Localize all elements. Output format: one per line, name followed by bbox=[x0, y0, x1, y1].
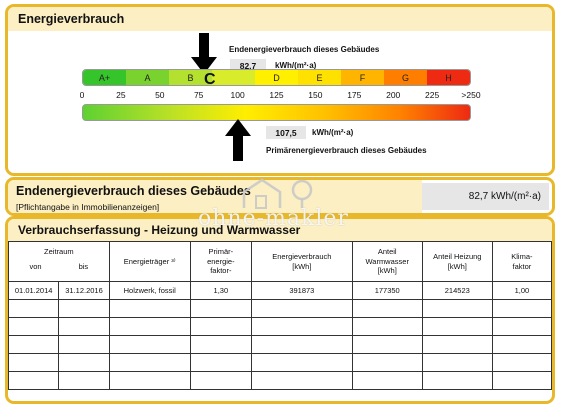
header-heizung: Anteil Heizung [kWh] bbox=[422, 242, 492, 282]
header-klima: Klima- faktor bbox=[492, 242, 551, 282]
scale-tick: >250 bbox=[461, 90, 481, 100]
table-cell bbox=[59, 372, 109, 390]
table-cell bbox=[251, 300, 352, 318]
table-cell bbox=[59, 354, 109, 372]
arrow-up-icon bbox=[225, 119, 251, 161]
table-cell bbox=[352, 300, 422, 318]
energy-title: Energieverbrauch bbox=[8, 7, 552, 31]
table-cell: 177350 bbox=[352, 282, 422, 300]
table-cell bbox=[59, 318, 109, 336]
scale-tick: 175 bbox=[347, 90, 362, 100]
table-cell: 1,30 bbox=[190, 282, 251, 300]
table-cell: 1,00 bbox=[492, 282, 551, 300]
table-row-empty bbox=[9, 318, 552, 336]
table-cell bbox=[190, 354, 251, 372]
table-cell bbox=[492, 372, 551, 390]
table-cell: Holzwerk, fossil bbox=[109, 282, 190, 300]
scale-tick: 25 bbox=[116, 90, 126, 100]
scale-tick: 225 bbox=[425, 90, 440, 100]
table-cell bbox=[492, 318, 551, 336]
header-bis: bis bbox=[78, 262, 89, 272]
watermark-text: ohne-makler bbox=[198, 206, 349, 231]
table-cell bbox=[352, 336, 422, 354]
table-cell bbox=[251, 372, 352, 390]
table-row-empty bbox=[9, 372, 552, 390]
header-warmwasser: Anteil Warmwasser [kWh] bbox=[352, 242, 422, 282]
table-cell bbox=[422, 300, 492, 318]
header-zeitraum-label: Zeitraum bbox=[44, 247, 74, 256]
table-cell bbox=[9, 300, 59, 318]
scale-segment: A+ bbox=[83, 70, 126, 85]
endenergie-label: Endenergieverbrauch dieses Gebäudes bbox=[229, 45, 380, 54]
table-cell bbox=[109, 318, 190, 336]
table-cell bbox=[59, 336, 109, 354]
table-cell bbox=[251, 354, 352, 372]
table-cell: 391873 bbox=[251, 282, 352, 300]
arrow-down-icon bbox=[191, 33, 217, 74]
scale-tick: 150 bbox=[308, 90, 323, 100]
endenergie-value: 82,7 bbox=[230, 59, 266, 72]
table-cell: 31.12.2016 bbox=[59, 282, 109, 300]
verbrauch-title: Verbrauchserfassung - Heizung und Warmwasser bbox=[8, 219, 552, 241]
table-cell bbox=[422, 318, 492, 336]
table-cell bbox=[352, 318, 422, 336]
table-cell bbox=[422, 336, 492, 354]
table-cell bbox=[109, 300, 190, 318]
table-cell bbox=[251, 318, 352, 336]
table-cell bbox=[9, 354, 59, 372]
scale-segment: D bbox=[255, 70, 298, 85]
table-cell bbox=[109, 336, 190, 354]
table-row bbox=[9, 282, 552, 300]
verbrauch-table bbox=[8, 241, 552, 390]
table-cell bbox=[9, 318, 59, 336]
table-cell bbox=[59, 300, 109, 318]
header-von: von bbox=[29, 262, 42, 272]
primaer-label: Primärenergieverbrauch dieses Gebäudes bbox=[266, 146, 427, 155]
current-class-letter: C bbox=[204, 71, 216, 88]
efficiency-scale bbox=[82, 69, 471, 86]
scale-tick: 0 bbox=[79, 90, 85, 100]
header-primaer: Primär- energie- faktor- bbox=[190, 242, 251, 282]
verbrauch-panel bbox=[5, 216, 555, 404]
table-cell bbox=[422, 354, 492, 372]
table-row-empty bbox=[9, 336, 552, 354]
header-zeitraum bbox=[9, 242, 110, 282]
table-cell bbox=[190, 300, 251, 318]
table-cell bbox=[251, 336, 352, 354]
header-traeger: Energieträger ³⁾ bbox=[109, 242, 190, 282]
scale-segment bbox=[212, 70, 255, 85]
table-cell bbox=[352, 354, 422, 372]
table-cell bbox=[9, 336, 59, 354]
table-cell bbox=[190, 372, 251, 390]
scale-tick: 200 bbox=[386, 90, 401, 100]
endenergie-unit: kWh/(m²·a) bbox=[275, 61, 317, 70]
summary-subtitle: [Pflichtangabe in Immobilienanzeigen] bbox=[16, 202, 160, 212]
table-cell bbox=[190, 336, 251, 354]
summary-title: Endenergieverbrauch dieses Gebäudes bbox=[16, 184, 251, 198]
table-cell bbox=[492, 336, 551, 354]
table-cell bbox=[109, 372, 190, 390]
scale-tick: 125 bbox=[269, 90, 284, 100]
scale-tick: 100 bbox=[230, 90, 245, 100]
scale-segment: B bbox=[169, 70, 212, 85]
table-header-row bbox=[9, 242, 552, 282]
table-cell bbox=[422, 372, 492, 390]
scale-tick: 75 bbox=[193, 90, 204, 100]
table-row-empty bbox=[9, 354, 552, 372]
scale-segment: G bbox=[384, 70, 427, 85]
scale-ticks bbox=[79, 90, 481, 102]
table-cell bbox=[9, 372, 59, 390]
table-row-empty bbox=[9, 300, 552, 318]
scale-segment: F bbox=[341, 70, 384, 85]
scale-segment: A bbox=[126, 70, 169, 85]
header-verbrauch: Energieverbrauch [kWh] bbox=[251, 242, 352, 282]
primary-scale bbox=[82, 104, 471, 121]
summary-value: 82,7 kWh/(m²·a) bbox=[422, 183, 549, 210]
primaer-unit: kWh/(m²·a) bbox=[312, 128, 354, 137]
scale-tick: 50 bbox=[155, 90, 165, 100]
table-cell bbox=[352, 372, 422, 390]
scale-segment: H bbox=[427, 70, 470, 85]
summary-panel bbox=[5, 177, 555, 216]
table-cell bbox=[492, 354, 551, 372]
table-cell: 214523 bbox=[422, 282, 492, 300]
table-cell: 01.01.2014 bbox=[9, 282, 59, 300]
table-cell bbox=[190, 318, 251, 336]
table-cell bbox=[492, 300, 551, 318]
table-cell bbox=[109, 354, 190, 372]
primaer-value: 107,5 bbox=[266, 126, 306, 139]
scale-segment: E bbox=[298, 70, 341, 85]
